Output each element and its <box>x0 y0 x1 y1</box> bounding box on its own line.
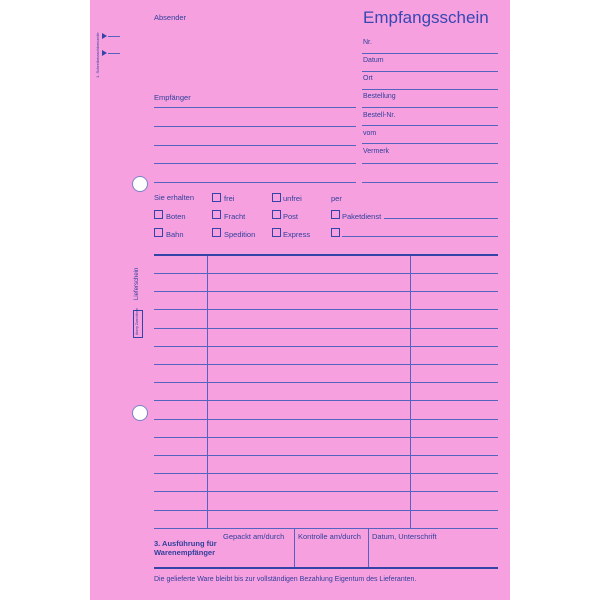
recipient-line-3[interactable] <box>154 145 356 146</box>
sie-erhalten-label: Sie erhalten <box>154 193 195 202</box>
recipient-label: Empfänger <box>154 93 191 102</box>
option-bahn-label: Bahn <box>166 230 184 239</box>
field-line-ort[interactable] <box>362 89 498 90</box>
checkbox-bahn[interactable] <box>154 228 163 237</box>
form-type-label: Lieferschein <box>134 267 140 300</box>
table-row[interactable] <box>154 400 498 401</box>
field-label-ort: Ort <box>363 75 373 82</box>
table-row[interactable] <box>154 309 498 310</box>
items-table-divider-1 <box>207 256 208 528</box>
punch-hole-top <box>132 176 148 192</box>
field-line-nr[interactable] <box>362 53 498 54</box>
option-spedition-label: Spedition <box>224 230 256 239</box>
option-post-label: Post <box>283 212 299 221</box>
footer-divider-1 <box>294 528 295 567</box>
line-marker-rule <box>108 36 120 37</box>
recipient-line-4[interactable] <box>154 163 356 164</box>
brand-logo-text: Avery Zweckform <box>135 308 139 335</box>
option-paketdienst-label: Paketdienst <box>342 212 382 221</box>
checkbox-paketdienst[interactable] <box>331 210 340 219</box>
footer-bottom-rule <box>154 567 498 569</box>
table-row[interactable] <box>154 273 498 274</box>
table-row[interactable] <box>154 346 498 347</box>
table-row[interactable] <box>154 473 498 474</box>
line-marker-rule <box>108 53 120 54</box>
form-title: Empfangsschein <box>363 8 489 27</box>
checkbox-boten[interactable] <box>154 210 163 219</box>
first-typewriter-line-label: 1. Schreibmaschinenzeile <box>95 32 100 78</box>
field-label-bestell-nr: Bestell-Nr. <box>363 112 396 119</box>
other-line[interactable] <box>342 236 498 237</box>
line-marker-icon <box>102 50 107 56</box>
recipient-line-5[interactable] <box>154 182 356 183</box>
kontrolle-label: Kontrolle am/durch <box>298 532 361 541</box>
punch-hole-bottom <box>132 405 148 421</box>
items-table-top-rule <box>154 254 498 256</box>
recipient-line-2[interactable] <box>154 126 356 127</box>
checkbox-spedition[interactable] <box>212 228 221 237</box>
table-row[interactable] <box>154 491 498 492</box>
footer-divider-2 <box>368 528 369 567</box>
paketdienst-line[interactable] <box>384 218 498 219</box>
table-row[interactable] <box>154 328 498 329</box>
field-line-vom[interactable] <box>362 143 498 144</box>
recipient-line-1[interactable] <box>154 107 356 108</box>
table-row[interactable] <box>154 455 498 456</box>
option-fracht-label: Fracht <box>224 212 246 221</box>
footer-top-rule <box>154 528 498 529</box>
per-label: per <box>331 194 342 203</box>
option-unfrei-label: unfrei <box>283 194 302 203</box>
option-frei-label: frei <box>224 194 235 203</box>
line-marker-icon <box>102 33 107 39</box>
checkbox-post[interactable] <box>272 210 281 219</box>
checkbox-unfrei[interactable] <box>272 193 281 202</box>
ausfuehrung-label-1: 3. Ausführung für <box>154 539 217 548</box>
checkbox-fracht[interactable] <box>212 210 221 219</box>
table-row[interactable] <box>154 510 498 511</box>
checkbox-frei[interactable] <box>212 193 221 202</box>
field-label-vermerk: Vermerk <box>363 148 390 155</box>
brand-logo-icon <box>133 310 143 338</box>
field-line-bestell-nr[interactable] <box>362 125 498 126</box>
option-boten-label: Boten <box>166 212 186 221</box>
ownership-notice: Die gelieferte Ware bleibt bis zur vollständigen Bezahlung Eigentum des Lieferanten. <box>154 576 417 583</box>
field-label-datum: Datum <box>363 57 384 64</box>
sender-label: Absender <box>154 13 187 22</box>
gepackt-label: Gepackt am/durch <box>223 532 285 541</box>
delivery-form-sheet <box>90 0 510 600</box>
checkbox-other[interactable] <box>331 228 340 237</box>
field-label-bestellung: Bestellung <box>363 93 396 100</box>
field-line-vermerk-1[interactable] <box>362 163 498 164</box>
ausfuehrung-label-2: Warenempfänger <box>154 548 215 557</box>
field-label-nr: Nr. <box>363 39 372 46</box>
checkbox-express[interactable] <box>272 228 281 237</box>
option-express-label: Express <box>283 230 311 239</box>
field-label-vom: vom <box>363 130 377 137</box>
table-row[interactable] <box>154 291 498 292</box>
datum-unterschrift-label: Datum, Unterschrift <box>372 532 437 541</box>
table-row[interactable] <box>154 437 498 438</box>
field-line-bestellung[interactable] <box>362 107 498 108</box>
items-table-divider-2 <box>410 256 411 528</box>
table-row[interactable] <box>154 382 498 383</box>
field-line-datum[interactable] <box>362 71 498 72</box>
field-line-vermerk-2[interactable] <box>362 182 498 183</box>
table-row[interactable] <box>154 419 498 420</box>
table-row[interactable] <box>154 364 498 365</box>
